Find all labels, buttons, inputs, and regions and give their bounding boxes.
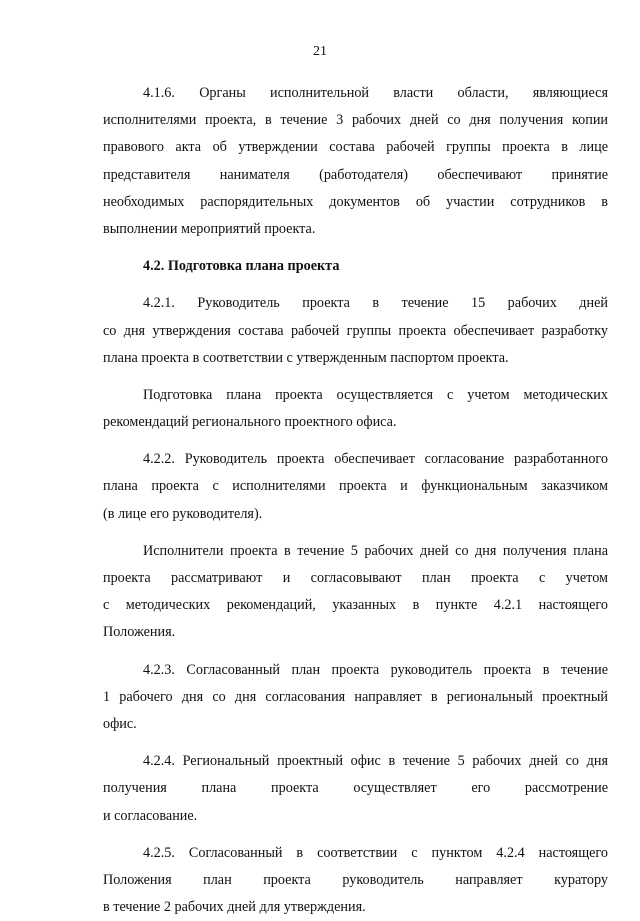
- text-line: плана проекта с исполнителями проекта и функциональным заказчиком: [103, 478, 608, 495]
- paragraph: [103, 748, 608, 830]
- text-line: 4.2.3. Согласованный план проекта руководитель проекта в течение: [143, 661, 608, 678]
- spacer: [103, 830, 608, 840]
- spacer: [103, 243, 608, 253]
- text-line: 1 рабочего дня со дня согласования направляет в региональный проектный: [103, 688, 608, 705]
- text-line: с методических рекомендаций, указанных в пункте 4.2.1 настоящего: [103, 597, 608, 614]
- text-line: Подготовка плана проекта осуществляется с учетом методических: [143, 386, 608, 403]
- text-line: Положения план проекта руководитель направляет куратору: [103, 871, 608, 888]
- text-line: Положения.: [103, 624, 176, 641]
- page-number: 21: [313, 44, 327, 59]
- paragraph: [103, 290, 608, 372]
- text-line: правового акта об утверждении состава рабочей группы проекта в лице: [103, 139, 608, 156]
- paragraph: [103, 657, 608, 739]
- text-line: проекта рассматривают и согласовывают план проекта с учетом: [103, 570, 608, 586]
- paragraph: [103, 538, 608, 647]
- text-line: в течение 2 рабочих дней для утверждения.: [103, 899, 366, 916]
- text-line: выполнении мероприятий проекта.: [103, 220, 316, 237]
- text-line: 4.2.2. Руководитель проекта обеспечивает согласование разработанного: [143, 451, 608, 468]
- spacer: [103, 647, 608, 657]
- text-line: плана проекта в соответствии с утвержденным паспортом проекта.: [103, 349, 509, 366]
- paragraph: [103, 382, 608, 436]
- paragraph: [103, 446, 608, 528]
- text-line: (в лице его руководителя).: [103, 505, 263, 522]
- text-line: исполнителями проекта, в течение 3 рабочих дней со дня получения копии: [103, 112, 608, 129]
- text-line: 4.2.1. Руководитель проекта в течение 15 рабочих дней: [143, 295, 608, 312]
- text-line: 4.1.6. Органы исполнительной власти области, являющиеся: [143, 85, 608, 101]
- text-line: со дня утверждения состава рабочей группы проекта обеспечивает разработку: [103, 322, 608, 339]
- text-line: представителя нанимателя (работодателя) обеспечивают принятие: [103, 166, 608, 183]
- text-line: получения плана проекта осуществляет его рассмотрение: [103, 780, 608, 797]
- spacer: [103, 372, 608, 382]
- text-line: офис.: [103, 715, 137, 732]
- spacer: [103, 738, 608, 748]
- text-line: необходимых распорядительных документов об участии сотрудников в: [103, 193, 608, 210]
- section-heading: 4.2. Подготовка плана проекта: [143, 258, 340, 275]
- text-line: 4.2.5. Согласованный в соответствии с пунктом 4.2.4 настоящего: [143, 844, 608, 861]
- text-line: 4.2.4. Региональный проектный офис в течение 5 рабочих дней со дня: [143, 753, 608, 770]
- paragraph: [103, 840, 608, 921]
- document-body: [103, 80, 608, 921]
- spacer: [103, 280, 608, 290]
- spacer: [103, 436, 608, 446]
- spacer: [103, 528, 608, 538]
- text-line: Исполнители проекта в течение 5 рабочих дней со дня получения плана: [143, 542, 608, 559]
- paragraph: [103, 80, 608, 243]
- text-line: рекомендаций регионального проектного офиса.: [103, 414, 397, 431]
- text-line: и согласование.: [103, 807, 198, 824]
